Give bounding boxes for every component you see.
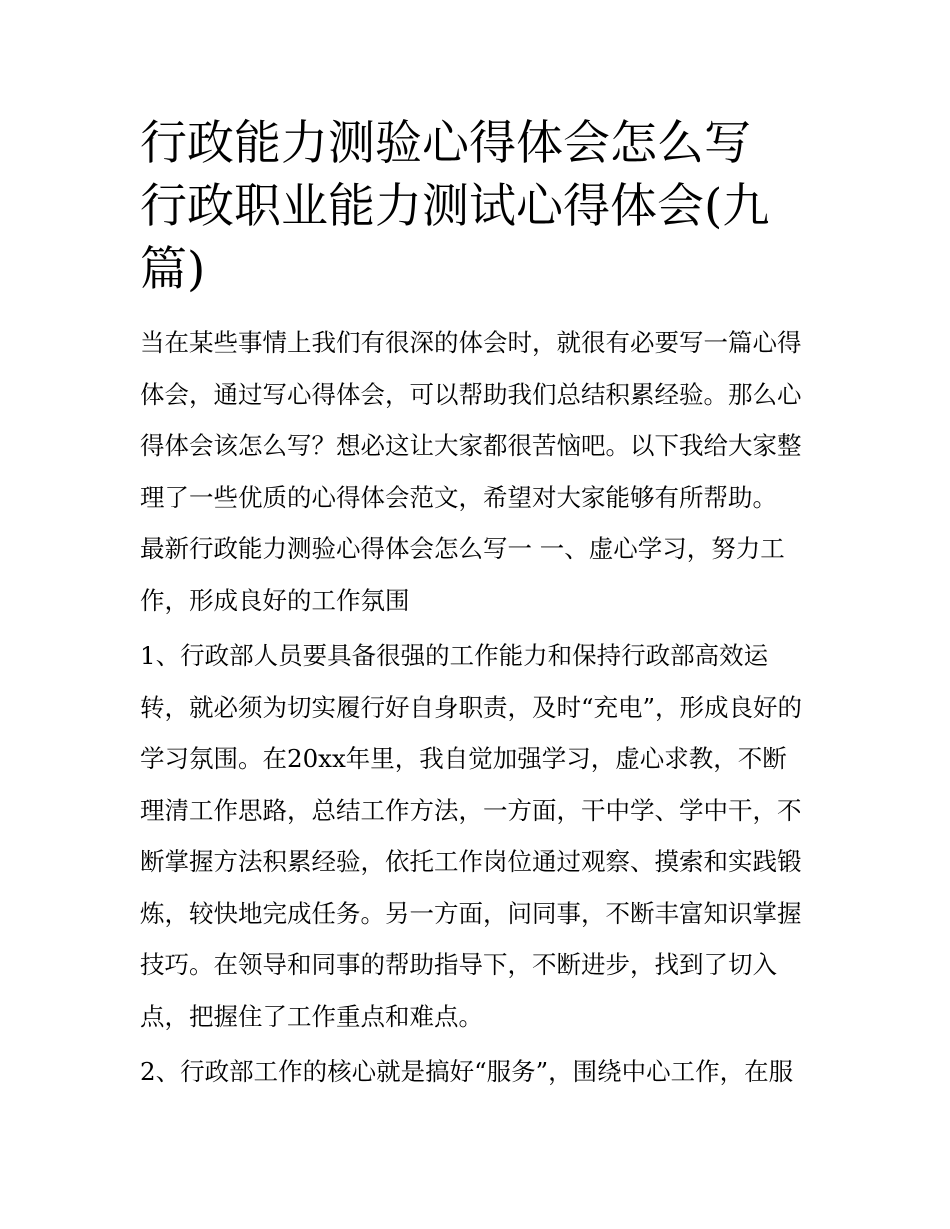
paragraph-line: 技巧。在领导和同事的帮助指导下，不断进步，找到了切入 <box>140 950 777 979</box>
paragraph-line: 炼，较快地完成任务。另一方面，问同事，不断丰富知识掌握 <box>140 898 802 928</box>
paragraph-line: 体会，通过写心得体会，可以帮助我们总结积累经验。那么心 <box>140 379 802 409</box>
paragraph-line: 点，把握住了工作重点和难点。 <box>140 1001 483 1031</box>
point-1-paragraph <box>140 630 820 1042</box>
title-line-3: 篇) <box>140 242 206 297</box>
document-title <box>140 112 820 301</box>
document-page <box>140 112 820 1098</box>
paragraph-line: 理清工作思路，总结工作方法，一方面，干中学、学中干，不 <box>140 795 802 825</box>
section-heading-paragraph <box>140 523 820 626</box>
paragraph-line: 得体会该怎么写？想必这让大家都很苦恼吧。以下我给大家整 <box>140 431 802 460</box>
paragraph-line: 理了一些优质的心得体会范文，希望对大家能够有所帮助。 <box>140 482 777 512</box>
paragraph-line: 作，形成良好的工作氛围 <box>140 585 410 615</box>
intro-paragraph <box>140 317 820 523</box>
paragraph-line: 学习氛围。在20xx年里，我自觉加强学习，虚心求教，不断 <box>140 744 787 773</box>
title-line-1: 行政能力测验心得体会怎么写 <box>140 116 751 171</box>
paragraph-line: 2、行政部工作的核心就是搞好“服务”，围绕中心工作，在服 <box>140 1057 794 1086</box>
point-2-paragraph <box>140 1046 820 1098</box>
paragraph-line: 断掌握方法积累经验，依托工作岗位通过观察、摸索和实践锻 <box>140 847 802 876</box>
paragraph-line: 转，就必须为切实履行好自身职责，及时“充电”，形成良好的 <box>140 692 803 722</box>
paragraph-line: 最新行政能力测验心得体会怎么写一 一、虚心学习，努力工 <box>140 534 785 563</box>
paragraph-line: 1、行政部人员要具备很强的工作能力和保持行政部高效运 <box>140 641 769 670</box>
title-line-2: 行政职业能力测试心得体会(九 <box>140 179 770 234</box>
paragraph-line: 当在某些事情上我们有很深的体会时，就很有必要写一篇心得 <box>140 328 802 357</box>
